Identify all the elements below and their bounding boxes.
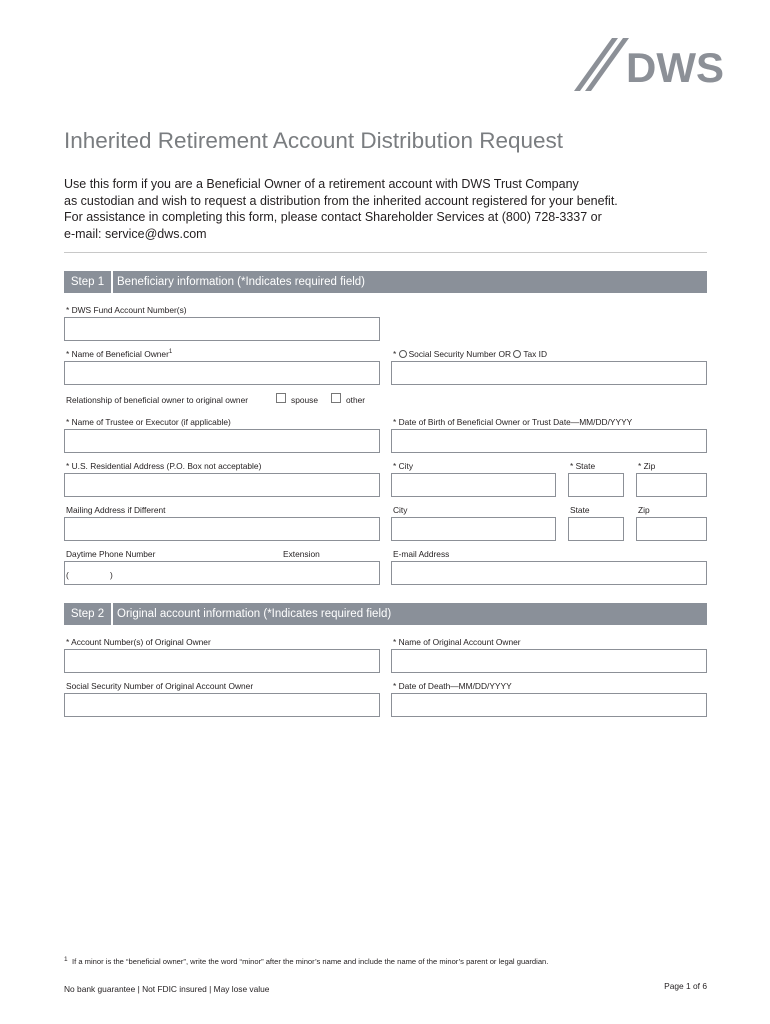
- original-owner-name-field[interactable]: [391, 649, 707, 673]
- disclaimer: No bank guarantee | Not FDIC insured | May lose value: [64, 984, 270, 994]
- city-label: * City: [393, 461, 414, 471]
- relationship-label: Relationship of beneficial owner to original owner: [66, 395, 249, 405]
- address-label: * U.S. Residential Address (P.O. Box not acceptable): [66, 461, 262, 471]
- page-number: Page 1 of 6: [664, 981, 707, 991]
- beneficial-owner-label: * Name of Beneficial Owner$^1$: [66, 349, 173, 359]
- ssn-taxid-label: [393, 349, 547, 359]
- mailing-address-label: Mailing Address if Different: [66, 505, 166, 515]
- tax-id-radio[interactable]: [513, 350, 521, 358]
- city-field[interactable]: [391, 473, 556, 497]
- spouse-checkbox[interactable]: [276, 393, 286, 403]
- footnote-text: If a minor is the “beneficial owner”, write the word “minor” after the minor’s name and include the name of the minor’s parent or legal guardian.: [72, 957, 549, 966]
- intro-line: For assistance in completing this form, please contact Shareholder Services at (800) 728-3337 or: [64, 210, 602, 224]
- phone-area-open-paren: (: [66, 570, 69, 580]
- date-of-death-label: * Date of Death—MM/DD/YYYY: [393, 681, 512, 691]
- fund-account-label: * DWS Fund Account Number(s): [66, 305, 187, 315]
- step2-title: Original account information (*Indicates required field): [117, 608, 392, 620]
- other-label: other: [346, 395, 366, 405]
- footnote-mark: 1: [168, 349, 173, 356]
- original-account-numbers-field[interactable]: [64, 649, 380, 673]
- mailing-state-label: State: [570, 505, 590, 515]
- fund-account-field[interactable]: [64, 317, 380, 341]
- page-title: Inherited Retirement Account Distribution Request: [64, 128, 564, 153]
- tax-id-label: Tax ID: [523, 349, 548, 359]
- footnote-number: 1: [64, 956, 68, 963]
- state-label: * State: [570, 461, 596, 471]
- phone-label: Daytime Phone Number: [66, 549, 156, 559]
- mailing-state-field[interactable]: [568, 517, 624, 541]
- ssn-radio[interactable]: [399, 350, 407, 358]
- step1-number: Step 1: [64, 271, 113, 293]
- beneficial-owner-field[interactable]: [64, 361, 380, 385]
- required-star: *: [393, 349, 397, 359]
- step1-title: Beneficiary information (*Indicates required field): [117, 276, 366, 288]
- ssn-label: Social Security Number: [408, 349, 497, 359]
- step2-number: Step 2: [64, 603, 113, 625]
- zip-label: * Zip: [638, 461, 656, 471]
- mailing-zip-field[interactable]: [636, 517, 707, 541]
- trustee-label: * Name of Trustee or Executor (if applicable): [66, 417, 231, 427]
- mailing-zip-label: Zip: [638, 505, 650, 515]
- zip-field[interactable]: [636, 473, 707, 497]
- extension-label: Extension: [283, 549, 320, 559]
- state-field[interactable]: [568, 473, 624, 497]
- mailing-address-field[interactable]: [64, 517, 380, 541]
- trustee-field[interactable]: [64, 429, 380, 453]
- original-account-numbers-label: * Account Number(s) of Original Owner: [66, 637, 211, 647]
- email-field[interactable]: [391, 561, 707, 585]
- email-label: E-mail Address: [393, 549, 450, 559]
- step1-header: [64, 271, 707, 293]
- step2-header: [64, 603, 707, 625]
- phone-area-close-paren: ): [110, 570, 113, 580]
- intro-line: Use this form if you are a Beneficial Owner of a retirement account with DWS Trust Company: [64, 177, 579, 191]
- date-of-death-field[interactable]: [391, 693, 707, 717]
- dob-field[interactable]: [391, 429, 707, 453]
- mailing-city-label: City: [393, 505, 408, 515]
- divider: [64, 252, 707, 253]
- svg-text:DWS: DWS: [626, 44, 724, 91]
- original-ssn-field[interactable]: [64, 693, 380, 717]
- dws-logo: [572, 36, 732, 94]
- intro-line: as custodian and wish to request a distribution from the inherited account registered for your benefit.: [64, 193, 618, 208]
- original-owner-name-label: * Name of Original Account Owner: [393, 637, 521, 647]
- spouse-label: spouse: [291, 395, 319, 405]
- original-ssn-label: Social Security Number of Original Account Owner: [66, 681, 254, 691]
- address-field[interactable]: [64, 473, 380, 497]
- other-checkbox[interactable]: [331, 393, 341, 403]
- intro-text: [64, 176, 724, 242]
- dob-label: * Date of Birth of Beneficial Owner or Trust Date—MM/DD/YYYY: [393, 417, 633, 427]
- mailing-city-field[interactable]: [391, 517, 556, 541]
- intro-line: e-mail: service@dws.com: [64, 226, 207, 241]
- ssn-taxid-field[interactable]: [391, 361, 707, 385]
- or-text: OR: [498, 349, 511, 359]
